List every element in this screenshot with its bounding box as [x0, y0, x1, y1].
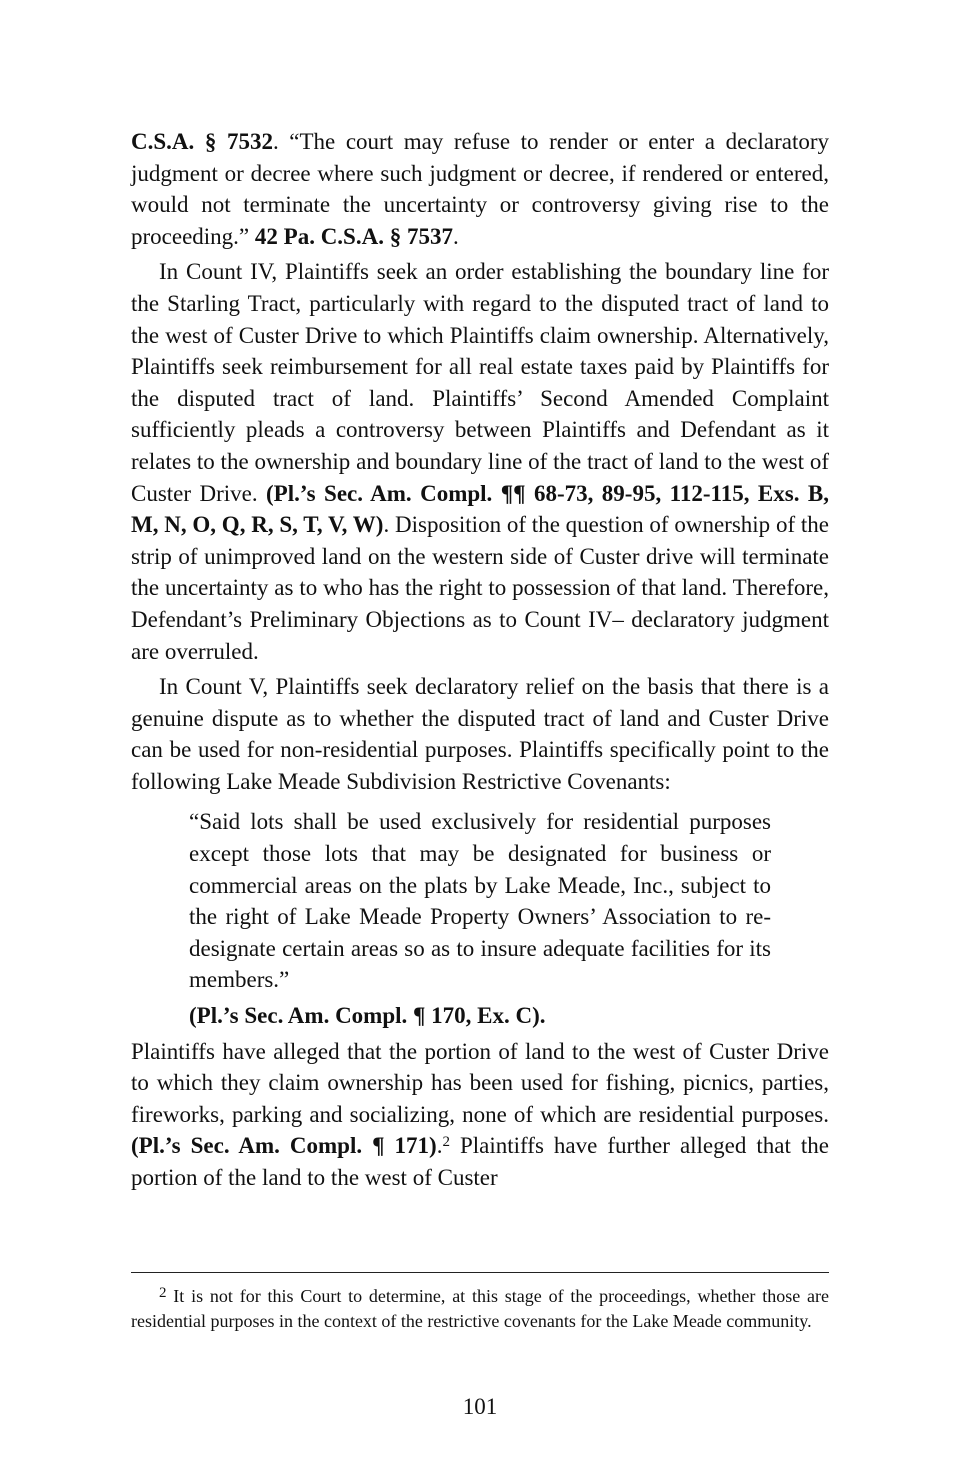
paragraph-text: In Count IV, Plaintiffs seek an order establishing the boundary line for the Starling Tract, particularly with regard to the disputed tract of land to the west of Custer Drive to which Plaintiffs claim ownership. Alternatively, Plaintiffs seek reimbursement for all real estate taxes paid by Plaintiffs for the disputed tract of land. Plaintiffs’ Second Amended Complaint sufficiently pleads a controversy between Plaintiffs and Defendant as it relates to the ownership and boundary line of the tract of land to the west of Custer Drive.	[131, 259, 829, 506]
footnote-divider	[131, 1272, 829, 1273]
footnote-marker: 2	[159, 1285, 167, 1301]
record-citation: (Pl.’s Sec. Am. Compl. ¶¶ 68-73, 89-95, 112-115, Exs. B, M, N, O, Q, R, S, T, V, W)	[131, 480, 829, 538]
paragraph-text: Plaintiffs have alleged that the portion of land to the west of Custer Drive to which they claim ownership has been used for fishing, picnics, parties, fireworks, parking and socializing, none of which are residential purposes.	[131, 1038, 829, 1127]
footnote-text: It is not for this Court to determine, at this stage of the proceedings, whether those are residential purposes in the context of the restrictive covenants for the Lake Meade community.	[131, 1286, 829, 1331]
paragraph-text: .	[452, 223, 459, 249]
paragraph-text: . Disposition of the question of ownership of the strip of unimproved land on the western side of Custer drive will terminate the uncertainty as to who has the right to possession of that land. Therefore, Defendant’s Preliminary Objections as to Count IV– declaratory judgment are overruled.	[131, 512, 829, 664]
document-body	[131, 126, 829, 1194]
block-quote: “Said lots shall be used exclusively for residential purposes except those lots that may be designated for business or commercial areas on the plats by Lake Meade, Inc., subject to the right of Lake Meade Property Owners’ Association to re-designate certain areas so as to insure adequate facilities for its members.”	[189, 809, 771, 993]
paragraph-text: . “The court may refuse to render or enter a declaratory judgment or decree where such judgment or decree, if rendered or entered, would not terminate the uncertainty or controversy giving rise to the proceeding.”	[131, 129, 830, 249]
statute-citation: C.S.A. § 7532	[131, 129, 273, 154]
paragraph-allegations	[131, 1036, 829, 1194]
footnote	[131, 1284, 829, 1334]
footnote-reference[interactable]: 2	[442, 1134, 450, 1151]
paragraph-text: Plaintiffs have further alleged that the portion of the land to the west of Custer	[131, 1133, 829, 1190]
page-number: 101	[462, 1394, 498, 1419]
paragraph-text: .	[436, 1133, 443, 1159]
paragraph-count-v	[131, 671, 829, 797]
block-quote-citation: (Pl.’s Sec. Am. Compl. ¶ 170, Ex. C).	[189, 1003, 546, 1029]
record-citation: (Pl.’s Sec. Am. Compl. ¶ 171)	[131, 1133, 437, 1159]
paragraph-count-iv	[131, 256, 829, 667]
statute-citation: 42 Pa. C.S.A. § 7537	[254, 223, 453, 249]
paragraph-text: In Count V, Plaintiffs seek declaratory relief on the basis that there is a genuine dispute as to whether the disputed tract of land and Custer Drive can be used for non-residential purposes. Plaintiffs specifically point to the following Lake Meade Subdivision Restrictive Covenants:	[131, 674, 829, 794]
paragraph-statute-continuation	[131, 126, 829, 252]
